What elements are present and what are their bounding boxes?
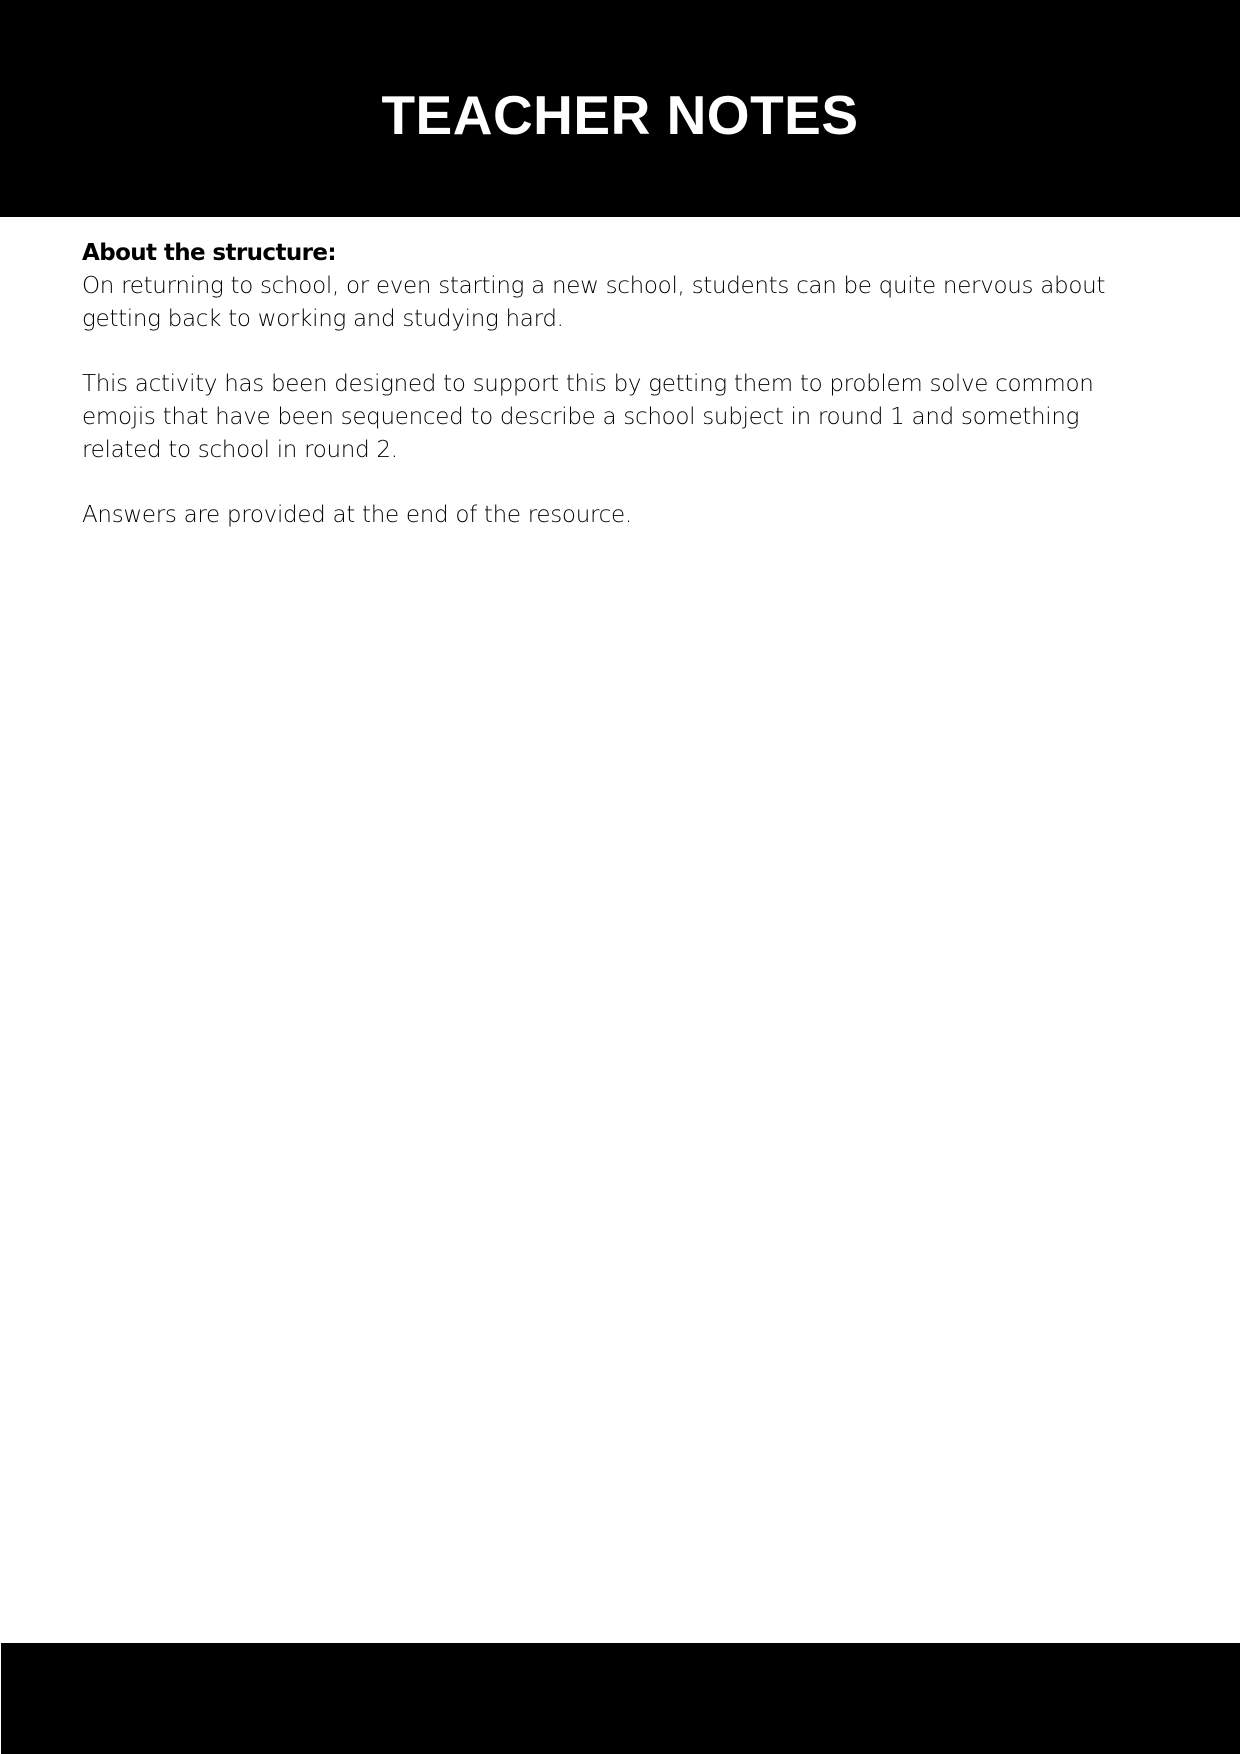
teacher-notes-content <box>82 237 1162 564</box>
header-band <box>0 0 1240 217</box>
footer-band <box>1 1643 1240 1754</box>
page-title: TEACHER NOTES <box>381 84 859 146</box>
paragraph-activity: This activity has been designed to support this by getting them to problem solve common emojis that have been sequenced to describe a school subject in round 1 and something related to school in round 2. <box>82 371 1094 463</box>
paragraph-answers: Answers are provided at the end of the resource. <box>82 502 632 528</box>
section-heading: About the structure: <box>82 240 336 266</box>
paragraph-intro: On returning to school, or even starting a new school, students can be quite nervous about getting back to working and studying hard. <box>82 273 1106 332</box>
